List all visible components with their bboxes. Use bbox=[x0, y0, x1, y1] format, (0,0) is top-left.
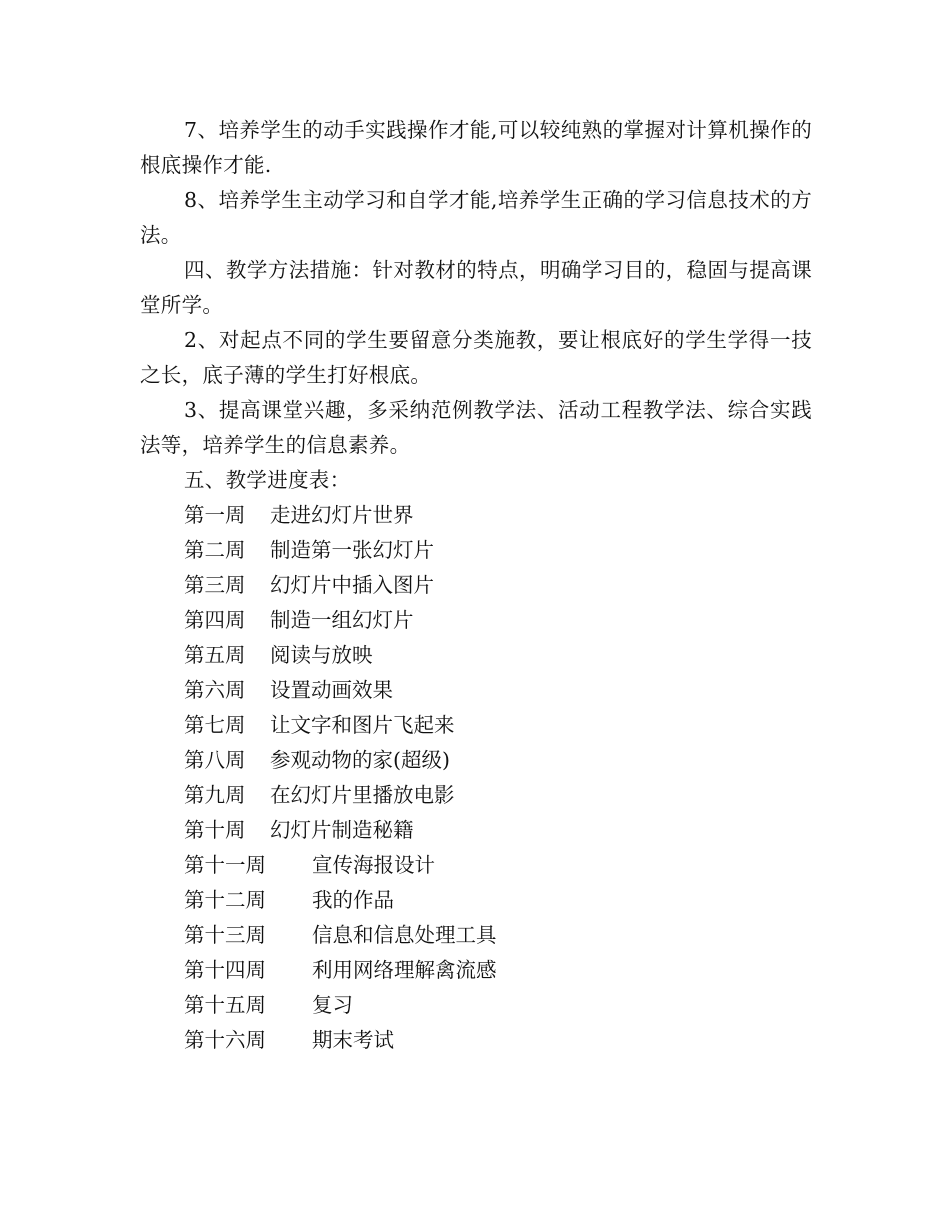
schedule-row bbox=[140, 1023, 812, 1058]
schedule-heading: 五、教学进度表： bbox=[184, 468, 351, 492]
schedule-topic: 阅读与放映 bbox=[270, 643, 373, 667]
schedule-week: 第十周 bbox=[184, 818, 246, 842]
schedule-topic: 制造第一张幻灯片 bbox=[270, 538, 434, 562]
schedule-topic: 期末考试 bbox=[312, 1028, 394, 1052]
schedule-row bbox=[140, 743, 812, 778]
schedule-topic: 制造一组幻灯片 bbox=[270, 608, 414, 632]
schedule-week: 第二周 bbox=[184, 538, 246, 562]
schedule-topic: 参观动物的家(超级) bbox=[270, 748, 450, 772]
schedule-row bbox=[140, 498, 812, 533]
schedule-row bbox=[140, 673, 812, 708]
paragraph-goal-7: 7、培养学生的动手实践操作才能,可以较纯熟的掌握对计算机操作的根底操作才能. bbox=[140, 118, 812, 177]
schedule-list bbox=[140, 498, 812, 1058]
schedule-week: 第一周 bbox=[184, 503, 246, 527]
schedule-row bbox=[140, 603, 812, 638]
document-body bbox=[140, 113, 812, 1058]
schedule-week: 第十四周 bbox=[184, 958, 266, 982]
schedule-row bbox=[140, 638, 812, 673]
schedule-row bbox=[140, 533, 812, 568]
schedule-week: 第四周 bbox=[184, 608, 246, 632]
schedule-week: 第八周 bbox=[184, 748, 246, 772]
schedule-row bbox=[140, 988, 812, 1023]
paragraph-method-3: 3、提高课堂兴趣，多采纳范例教学法、活动工程教学法、综合实践法等，培养学生的信息素养。 bbox=[140, 398, 812, 457]
schedule-week: 第十二周 bbox=[184, 888, 266, 912]
schedule-week: 第十五周 bbox=[184, 993, 266, 1017]
schedule-topic: 我的作品 bbox=[312, 888, 394, 912]
schedule-topic: 设置动画效果 bbox=[270, 678, 393, 702]
schedule-row bbox=[140, 883, 812, 918]
schedule-topic: 利用网络理解禽流感 bbox=[312, 958, 497, 982]
schedule-row bbox=[140, 918, 812, 953]
schedule-row bbox=[140, 778, 812, 813]
paragraph-methods-heading: 四、教学方法措施：针对教材的特点，明确学习目的，稳固与提高课堂所学。 bbox=[140, 258, 812, 317]
paragraph-method-2: 2、对起点不同的学生要留意分类施教，要让根底好的学生学得一技之长，底子薄的学生打好根底。 bbox=[140, 328, 812, 387]
schedule-topic: 幻灯片中插入图片 bbox=[270, 573, 434, 597]
schedule-week: 第三周 bbox=[184, 573, 246, 597]
schedule-week: 第五周 bbox=[184, 643, 246, 667]
schedule-topic: 宣传海报设计 bbox=[312, 853, 435, 877]
schedule-topic: 幻灯片制造秘籍 bbox=[270, 818, 414, 842]
schedule-topic: 复习 bbox=[312, 993, 353, 1017]
schedule-row bbox=[140, 848, 812, 883]
schedule-week: 第九周 bbox=[184, 783, 246, 807]
schedule-week: 第十六周 bbox=[184, 1028, 266, 1052]
schedule-week: 第六周 bbox=[184, 678, 246, 702]
schedule-week: 第十三周 bbox=[184, 923, 266, 947]
schedule-topic: 走进幻灯片世界 bbox=[270, 503, 414, 527]
schedule-row bbox=[140, 953, 812, 988]
schedule-week: 第七周 bbox=[184, 713, 246, 737]
paragraph-goal-8: 8、培养学生主动学习和自学才能,培养学生正确的学习信息技术的方法。 bbox=[140, 188, 812, 247]
schedule-topic: 在幻灯片里播放电影 bbox=[270, 783, 455, 807]
schedule-row bbox=[140, 708, 812, 743]
schedule-row bbox=[140, 568, 812, 603]
schedule-topic: 信息和信息处理工具 bbox=[312, 923, 497, 947]
schedule-week: 第十一周 bbox=[184, 853, 266, 877]
schedule-topic: 让文字和图片飞起来 bbox=[270, 713, 455, 737]
schedule-row bbox=[140, 813, 812, 848]
